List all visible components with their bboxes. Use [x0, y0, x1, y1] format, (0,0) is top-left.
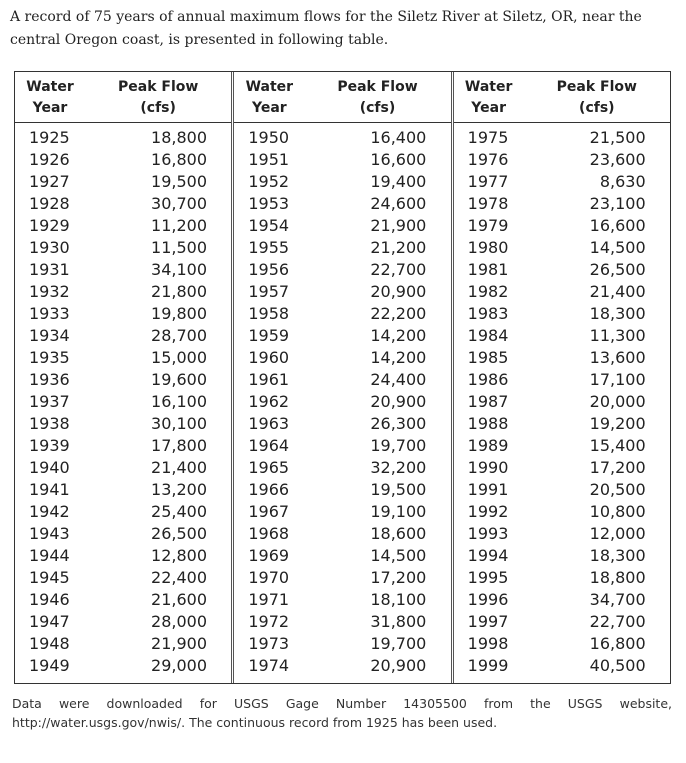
peak-flow-cell: 18,100: [370, 590, 427, 609]
peak-flow-cell: 15,400: [589, 436, 646, 455]
peak-flow-cell: 21,900: [151, 634, 207, 653]
peak-flow-cell: 14,200: [370, 348, 427, 367]
peak-flow-cell: 21,400: [151, 458, 207, 477]
table-row: [234, 325, 450, 347]
column-group-3: [451, 72, 670, 683]
peak-flow-table: [14, 71, 671, 684]
peak-flow-cell: 18,300: [589, 304, 646, 323]
water-year-cell: 1942: [29, 502, 70, 521]
table-row: [15, 479, 231, 501]
water-year-cell: 1984: [467, 326, 509, 345]
water-year-cell: 1947: [29, 612, 70, 631]
table-row: [15, 237, 231, 259]
peak-flow-cell: 13,200: [151, 480, 207, 499]
peak-flow-cell: 17,100: [589, 370, 646, 389]
peak-flow-cell: 30,700: [151, 194, 207, 213]
peak-flow-cell: 20,500: [589, 480, 646, 499]
table-row: [234, 655, 450, 677]
peak-flow-cell: 19,100: [370, 502, 427, 521]
table-row: [234, 501, 450, 523]
table-row: [454, 545, 670, 567]
table-row: [234, 369, 450, 391]
peak-flow-cell: 8,630: [599, 172, 646, 191]
table-row: [234, 347, 450, 369]
table-row: [454, 325, 670, 347]
peak-flow-cell: 17,200: [370, 568, 427, 587]
water-year-cell: 1954: [248, 216, 290, 235]
table-row: [454, 193, 670, 215]
water-year-cell: 1930: [29, 238, 70, 257]
water-year-cell: 1966: [248, 480, 290, 499]
table-row: [15, 369, 231, 391]
peak-flow-cell: 31,800: [370, 612, 427, 631]
peak-flow-cell: 19,500: [151, 172, 207, 191]
water-year-cell: 1990: [467, 458, 509, 477]
peak-flow-cell: 34,100: [151, 260, 207, 279]
water-year-cell: 1935: [29, 348, 70, 367]
table-row: [15, 193, 231, 215]
table-row: [454, 479, 670, 501]
peak-flow-cell: 19,600: [151, 370, 207, 389]
table-row: [15, 633, 231, 655]
table-row: [454, 171, 670, 193]
table-row: [15, 391, 231, 413]
water-year-cell: 1929: [29, 216, 70, 235]
water-year-cell: 1941: [29, 480, 70, 499]
water-year-cell: 1973: [248, 634, 290, 653]
peak-flow-cell: 12,000: [589, 524, 646, 543]
water-year-cell: 1968: [248, 524, 290, 543]
peak-flow-cell: 18,600: [370, 524, 427, 543]
table-row: [454, 237, 670, 259]
peak-flow-cell: 13,600: [589, 348, 646, 367]
peak-flow-cell: 22,400: [151, 568, 207, 587]
header-text: Water: [245, 79, 294, 95]
water-year-cell: 1931: [29, 260, 70, 279]
peak-flow-cell: 26,300: [370, 414, 427, 433]
header-text: (cfs): [579, 100, 615, 116]
header-text: Water: [464, 79, 513, 95]
peak-flow-cell: 16,400: [370, 128, 427, 147]
peak-flow-cell: 19,800: [151, 304, 207, 323]
header-peak-flow: [304, 77, 450, 122]
water-year-cell: 1936: [29, 370, 70, 389]
table-row: [454, 589, 670, 611]
water-year-cell: 1977: [467, 172, 509, 191]
table-row: [234, 611, 450, 633]
table-row: [234, 567, 450, 589]
table-row: [15, 611, 231, 633]
table-row: [454, 523, 670, 545]
peak-flow-cell: 19,500: [370, 480, 427, 499]
water-year-cell: 1978: [467, 194, 509, 213]
peak-flow-cell: 16,600: [370, 150, 427, 169]
table-body: [454, 123, 670, 677]
water-year-cell: 1975: [467, 128, 509, 147]
header-peak-flow: [85, 77, 231, 122]
peak-flow-cell: 21,200: [370, 238, 427, 257]
water-year-cell: 1962: [248, 392, 290, 411]
water-year-cell: 1926: [29, 150, 70, 169]
header-text: Peak Flow: [337, 79, 418, 95]
peak-flow-cell: 14,500: [370, 546, 427, 565]
table-row: [454, 303, 670, 325]
water-year-cell: 1983: [467, 304, 509, 323]
water-year-cell: 1981: [467, 260, 509, 279]
table-body: [234, 123, 450, 677]
water-year-cell: 1976: [467, 150, 509, 169]
water-year-cell: 1951: [248, 150, 290, 169]
peak-flow-cell: 16,800: [589, 634, 646, 653]
water-year-cell: 1971: [248, 590, 290, 609]
intro-paragraph: A record of 75 years of annual maximum flows for the Siletz River at Siletz, OR, near the central Oregon coast, is presented in following table.: [10, 9, 642, 48]
header-text: Year: [471, 100, 506, 116]
water-year-cell: 1953: [248, 194, 290, 213]
peak-flow-cell: 11,500: [151, 238, 207, 257]
peak-flow-cell: 18,800: [151, 128, 207, 147]
table-row: [234, 479, 450, 501]
peak-flow-cell: 22,700: [370, 260, 427, 279]
table-row: [234, 149, 450, 171]
table-row: [234, 259, 450, 281]
water-year-cell: 1992: [467, 502, 509, 521]
table-row: [234, 435, 450, 457]
water-year-cell: 1987: [467, 392, 509, 411]
water-year-cell: 1950: [248, 128, 290, 147]
peak-flow-cell: 19,700: [370, 436, 427, 455]
table-row: [234, 303, 450, 325]
table-row: [234, 457, 450, 479]
water-year-cell: 1993: [467, 524, 509, 543]
peak-flow-cell: 14,200: [370, 326, 427, 345]
peak-flow-cell: 40,500: [589, 656, 646, 675]
peak-flow-cell: 18,300: [589, 546, 646, 565]
water-year-cell: 1946: [29, 590, 70, 609]
water-year-cell: 1959: [248, 326, 290, 345]
water-year-cell: 1965: [248, 458, 290, 477]
peak-flow-cell: 32,200: [370, 458, 427, 477]
water-year-cell: 1985: [467, 348, 509, 367]
water-year-cell: 1944: [29, 546, 70, 565]
table-row: [15, 325, 231, 347]
table-row: [454, 435, 670, 457]
table-row: [454, 347, 670, 369]
water-year-cell: 1986: [467, 370, 509, 389]
table-row: [454, 567, 670, 589]
peak-flow-cell: 21,400: [589, 282, 646, 301]
table-row: [15, 149, 231, 171]
peak-flow-cell: 12,800: [151, 546, 207, 565]
table-row: [234, 171, 450, 193]
water-year-cell: 1982: [467, 282, 509, 301]
table-row: [454, 215, 670, 237]
table-row: [15, 567, 231, 589]
table-row: [454, 149, 670, 171]
table-row: [454, 413, 670, 435]
peak-flow-cell: 23,100: [589, 194, 646, 213]
peak-flow-cell: 17,800: [151, 436, 207, 455]
water-year-cell: 1949: [29, 656, 70, 675]
peak-flow-cell: 21,600: [151, 590, 207, 609]
table-header: [15, 72, 231, 123]
water-year-cell: 1991: [467, 480, 509, 499]
water-year-cell: 1988: [467, 414, 509, 433]
water-year-cell: 1995: [467, 568, 509, 587]
header-text: Year: [32, 100, 68, 116]
water-year-cell: 1964: [248, 436, 290, 455]
table-body: [15, 123, 231, 677]
peak-flow-cell: 25,400: [151, 502, 207, 521]
water-year-cell: 1955: [248, 238, 290, 257]
peak-flow-cell: 24,600: [370, 194, 427, 213]
table-row: [454, 369, 670, 391]
water-year-cell: 1927: [29, 172, 70, 191]
peak-flow-cell: 29,000: [151, 656, 207, 675]
table-row: [15, 127, 231, 149]
table-row: [15, 655, 231, 677]
water-year-cell: 1996: [467, 590, 509, 609]
table-row: [234, 545, 450, 567]
water-year-cell: 1999: [467, 656, 509, 675]
table-row: [454, 281, 670, 303]
peak-flow-cell: 34,700: [589, 590, 646, 609]
water-year-cell: 1948: [29, 634, 70, 653]
peak-flow-cell: 26,500: [151, 524, 207, 543]
water-year-cell: 1957: [248, 282, 290, 301]
header-text: Peak Flow: [118, 79, 199, 95]
header-water-year: [234, 77, 304, 122]
water-year-cell: 1928: [29, 194, 70, 213]
peak-flow-cell: 14,500: [589, 238, 646, 257]
table-row: [234, 523, 450, 545]
table-row: [15, 303, 231, 325]
table-row: [15, 435, 231, 457]
peak-flow-cell: 24,400: [370, 370, 427, 389]
water-year-cell: 1937: [29, 392, 70, 411]
peak-flow-cell: 30,100: [151, 414, 207, 433]
water-year-cell: 1952: [248, 172, 290, 191]
peak-flow-cell: 22,700: [589, 612, 646, 631]
table-row: [234, 413, 450, 435]
peak-flow-cell: 16,600: [589, 216, 646, 235]
peak-flow-cell: 20,900: [370, 656, 427, 675]
column-group-1: [15, 72, 231, 683]
peak-flow-cell: 20,900: [370, 282, 427, 301]
table-row: [234, 237, 450, 259]
table-row: [15, 413, 231, 435]
peak-flow-cell: 28,000: [151, 612, 207, 631]
table-row: [15, 457, 231, 479]
header-water-year: [15, 77, 85, 122]
table-row: [454, 611, 670, 633]
peak-flow-cell: 15,000: [151, 348, 207, 367]
peak-flow-cell: 19,700: [370, 634, 427, 653]
table-row: [15, 501, 231, 523]
table-row: [15, 171, 231, 193]
water-year-cell: 1967: [248, 502, 290, 521]
peak-flow-cell: 21,500: [589, 128, 646, 147]
water-year-cell: 1970: [248, 568, 290, 587]
water-year-cell: 1989: [467, 436, 509, 455]
peak-flow-cell: 22,200: [370, 304, 427, 323]
table-row: [234, 281, 450, 303]
header-text: Year: [251, 100, 287, 116]
water-year-cell: 1980: [467, 238, 509, 257]
water-year-cell: 1925: [29, 128, 70, 147]
peak-flow-cell: 23,600: [589, 150, 646, 169]
peak-flow-cell: 16,100: [151, 392, 207, 411]
peak-flow-cell: 21,900: [370, 216, 427, 235]
water-year-cell: 1979: [467, 216, 509, 235]
table-row: [234, 215, 450, 237]
water-year-cell: 1963: [248, 414, 290, 433]
water-year-cell: 1956: [248, 260, 290, 279]
peak-flow-cell: 18,800: [589, 568, 646, 587]
table-row: [15, 545, 231, 567]
water-year-cell: 1943: [29, 524, 70, 543]
header-water-year: [454, 77, 524, 122]
table-row: [234, 193, 450, 215]
peak-flow-cell: 11,300: [589, 326, 646, 345]
header-text: Water: [26, 79, 74, 95]
column-group-2: [231, 72, 450, 683]
table-row: [454, 633, 670, 655]
table-row: [454, 391, 670, 413]
header-peak-flow: [524, 77, 670, 122]
table-row: [454, 457, 670, 479]
footnote: Data were downloaded for USGS Gage Number 14305500 from the USGS website, http://water.usgs.gov/nwis/. The continuous record from 1925 has been used.: [12, 696, 672, 730]
header-text: (cfs): [359, 100, 396, 116]
table-row: [234, 127, 450, 149]
water-year-cell: 1960: [248, 348, 290, 367]
table-row: [454, 501, 670, 523]
table-row: [234, 391, 450, 413]
table-row: [234, 589, 450, 611]
peak-flow-cell: 28,700: [151, 326, 207, 345]
peak-flow-cell: 20,900: [370, 392, 427, 411]
peak-flow-cell: 19,200: [589, 414, 646, 433]
table-row: [454, 259, 670, 281]
water-year-cell: 1958: [248, 304, 290, 323]
water-year-cell: 1961: [248, 370, 290, 389]
water-year-cell: 1939: [29, 436, 70, 455]
table-row: [15, 281, 231, 303]
table-row: [454, 127, 670, 149]
peak-flow-cell: 10,800: [589, 502, 646, 521]
peak-flow-cell: 11,200: [151, 216, 207, 235]
water-year-cell: 1932: [29, 282, 70, 301]
water-year-cell: 1945: [29, 568, 70, 587]
table-row: [454, 655, 670, 677]
peak-flow-cell: 16,800: [151, 150, 207, 169]
peak-flow-cell: 19,400: [370, 172, 427, 191]
water-year-cell: 1972: [248, 612, 290, 631]
peak-flow-cell: 17,200: [589, 458, 646, 477]
table-row: [234, 633, 450, 655]
water-year-cell: 1998: [467, 634, 509, 653]
water-year-cell: 1940: [29, 458, 70, 477]
table-header: [234, 72, 450, 123]
table-row: [15, 347, 231, 369]
water-year-cell: 1997: [467, 612, 509, 631]
table-row: [15, 523, 231, 545]
table-header: [454, 72, 670, 123]
water-year-cell: 1969: [248, 546, 290, 565]
water-year-cell: 1994: [467, 546, 509, 565]
peak-flow-cell: 20,000: [589, 392, 646, 411]
header-text: (cfs): [140, 100, 176, 116]
water-year-cell: 1934: [29, 326, 70, 345]
header-text: Peak Flow: [556, 79, 637, 95]
water-year-cell: 1933: [29, 304, 70, 323]
water-year-cell: 1974: [248, 656, 290, 675]
water-year-cell: 1938: [29, 414, 70, 433]
peak-flow-cell: 26,500: [589, 260, 646, 279]
table-row: [15, 589, 231, 611]
table-row: [15, 259, 231, 281]
table-row: [15, 215, 231, 237]
peak-flow-cell: 21,800: [151, 282, 207, 301]
